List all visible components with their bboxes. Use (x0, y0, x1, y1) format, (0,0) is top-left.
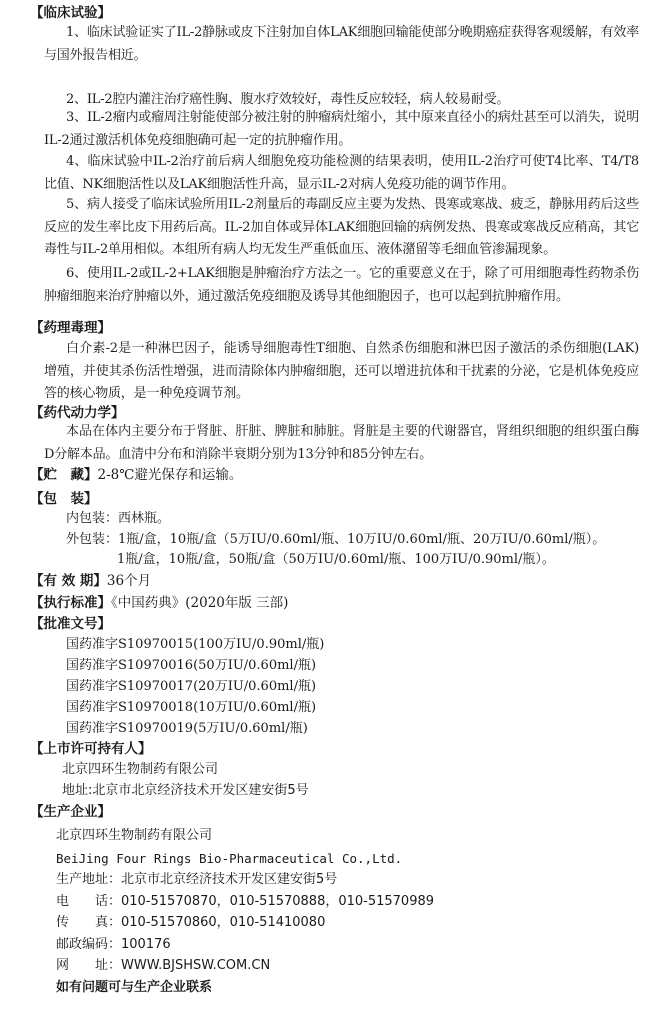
storage-value: 2-8℃避光保存和运输。 (97, 467, 243, 483)
clinical-item-1: 1、临床试验证实了IL-2静脉或皮下注射加自体LAK细胞回输能使部分晚期癌症获得客观缓解，有效率与国外报告相近。 (44, 25, 639, 63)
packaging-outer: 外包装：1瓶/盒，10瓶/盒（5万IU/0.60ml/瓶、10万IU/0.60ml/瓶、20万IU/0.60ml/瓶）。 (66, 532, 606, 547)
pharmacokinetics-text: 本品在体内主要分布于肾脏、肝脏、脾脏和肺脏。肾脏是主要的代谢器官，肾组织细胞的组织蛋白酶D分解本品。血清中分布和消除半衰期分别为13分钟和85分钟左右。 (44, 424, 639, 462)
clinical-item-6: 6、使用IL-2或IL-2+LAK细胞是肿瘤治疗方法之一。它的重要意义在于，除了可用细胞毒性药物杀伤肿瘤细胞来治疗肿瘤以外，通过激活免疫细胞及诱导其他细胞因子，也可以起到抗肿瘤作用。 (44, 266, 639, 304)
clinical-trial-heading: 【临床试验】 (30, 5, 111, 21)
manufacturer-postcode: 邮政编码：100176 (56, 937, 171, 952)
validity-value: 36个月 (106, 573, 152, 589)
manufacturer-name: 北京四环生物制药有限公司 (56, 828, 213, 843)
packaging-heading: 【包 装】 (30, 491, 98, 507)
manufacturer-fax: 传 真：010-51570860，010-51410080 (56, 915, 326, 930)
standard-row (30, 594, 288, 612)
approval-number: 国药准字S10970016(50万IU/0.60ml/瓶) (66, 658, 317, 673)
pharmacokinetics-heading: 【药代动力学】 (30, 405, 125, 421)
validity-heading: 【有 效 期】 (30, 573, 107, 589)
storage-heading: 【贮 藏】 (30, 467, 98, 483)
standard-value: 《中国药典》(2020年版 三部) (111, 595, 289, 611)
packaging-outer-line2: 1瓶/盒，10瓶/盒，50瓶/盒（50万IU/0.60ml/瓶、100万IU/0.90ml/瓶）。 (117, 552, 555, 567)
approval-heading: 【批准文号】 (30, 616, 111, 632)
holder-heading: 【上市许可持有人】 (30, 741, 152, 757)
storage-row (30, 466, 242, 484)
manufacturer-name-en: BeiJing Four Rings Bio-Pharmaceutical Co.,Ltd. (56, 851, 403, 866)
clinical-item-3: 3、IL-2瘤内或瘤周注射能使部分被注射的肿瘤病灶缩小，其中原来直径小的病灶甚至可以消失，说明IL-2通过激活机体免疫细胞确可起一定的抗肿瘤作用。 (44, 110, 639, 148)
clinical-item-4: 4、临床试验中IL-2治疗前后病人细胞免疫功能检测的结果表明，使用IL-2治疗可使T4比率、T4/T8比值、NK细胞活性以及LAK细胞活性升高，显示IL-2对病人免疫功能的调节作用。 (44, 154, 639, 192)
approval-number: 国药准字S10970015(100万IU/0.90ml/瓶) (66, 637, 325, 652)
approval-number: 国药准字S10970019(5万IU/0.60ml/瓶) (66, 721, 308, 736)
approval-number: 国药准字S10970018(10万IU/0.60ml/瓶) (66, 700, 317, 715)
manufacturer-heading: 【生产企业】 (30, 804, 111, 820)
holder-address: 地址:北京市北京经济技术开发区建安街5号 (62, 783, 309, 798)
standard-heading: 【执行标准】 (30, 595, 111, 611)
clinical-item-2: 2、IL-2腔内灌注治疗癌性胸、腹水疗效较好，毒性反应较轻，病人较易耐受。 (66, 92, 510, 107)
validity-row (30, 572, 151, 590)
pharmacology-heading: 【药理毒理】 (30, 320, 111, 336)
clinical-item-5: 5、病人接受了临床试验所用IL-2剂量后的毒副反应主要为发热、畏寒或寒战、疲乏，静脉用药后这些反应的发生率比皮下用药后高。IL-2加自体或异体LAK细胞回输的病例发热、畏寒或寒战反应稍高，其它毒性与IL-2单用相似。本组所有病人均无发生严重低血压、液体潴留等毛细血管渗漏现象。 (44, 197, 639, 257)
pharmacology-text: 白介素-2是一种淋巴因子，能诱导细胞毒性T细胞、自然杀伤细胞和淋巴因子激活的杀伤细胞(LAK) 增殖，并使其杀伤活性增强，进而清除体内肿瘤细胞，还可以增进抗体和干扰素的分泌，它是机体免疫应答的核心物质，是一种免疫调节剂。 (44, 341, 639, 401)
packaging-inner: 内包装：西林瓶。 (66, 511, 171, 526)
holder-name: 北京四环生物制药有限公司 (62, 762, 219, 777)
manufacturer-phone: 电 话：010-51570870，010-51570888，010-51570989 (56, 894, 435, 909)
approval-number: 国药准字S10970017(20万IU/0.60ml/瓶) (66, 679, 317, 694)
manufacturer-website: 网 址：WWW.BJSHSW.COM.CN (56, 958, 271, 973)
manufacturer-address: 生产地址：北京市北京经济技术开发区建安街5号 (56, 872, 338, 887)
contact-note: 如有问题可与生产企业联系 (56, 980, 213, 995)
